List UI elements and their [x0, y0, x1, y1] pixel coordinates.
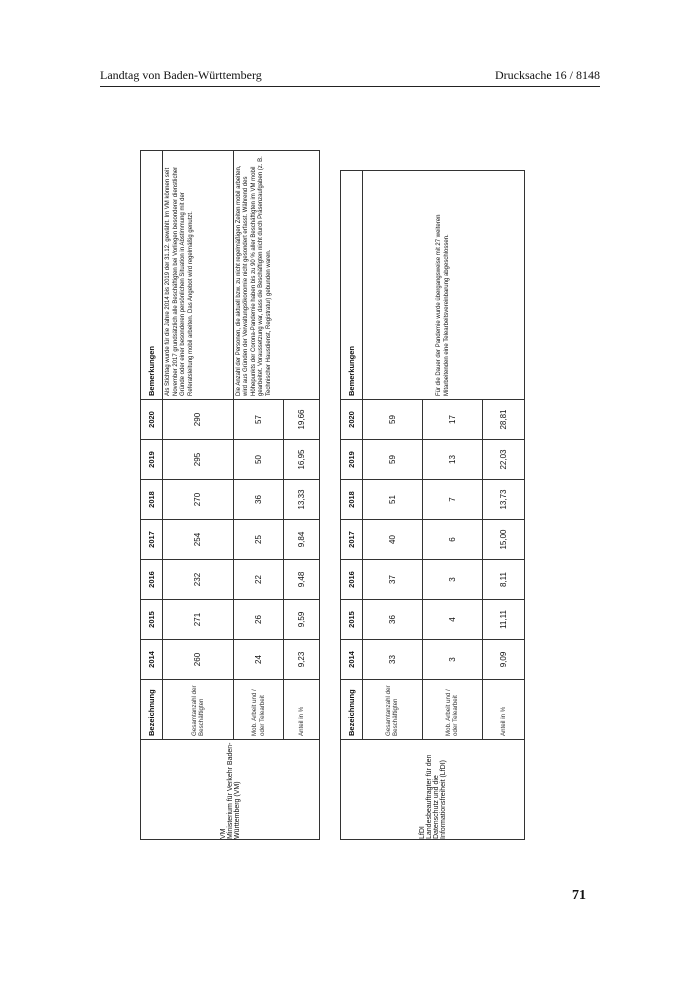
vm-col-2018: 2018 [141, 480, 163, 520]
vm-cell: 16,95 [284, 440, 320, 480]
vm-cell: 22 [233, 560, 283, 600]
vm-row-label: Anteil in % [284, 680, 320, 740]
lfdi-cell: 13,73 [482, 480, 524, 520]
vm-col-bezeichnung: Bezeichnung [141, 680, 163, 740]
lfdi-cell: 9,09 [482, 640, 524, 680]
header-left: Landtag von Baden-Württemberg [100, 68, 262, 82]
lfdi-col-2017: 2017 [341, 520, 363, 560]
header-right: Drucksache 16 / 8148 [495, 68, 600, 82]
lfdi-full-name: Landesbeauftragter für den Datenschutz und die Informationsfreiheit (LfDI) [425, 754, 447, 839]
vm-cell: 9,23 [284, 640, 320, 680]
lfdi-cell: 7 [422, 480, 482, 520]
lfdi-col-bezeichnung: Bezeichnung [341, 680, 363, 740]
vm-cell: 270 [163, 480, 234, 520]
vm-col-2015: 2015 [141, 600, 163, 640]
vm-cell: 25 [233, 520, 283, 560]
vm-cell: 254 [163, 520, 234, 560]
lfdi-row-label: Anteil in % [482, 680, 524, 740]
vm-col-2019: 2019 [141, 440, 163, 480]
lfdi-cell: 40 [363, 520, 423, 560]
vm-cell: 295 [163, 440, 234, 480]
lfdi-cell: 59 [363, 400, 423, 440]
vm-row-label: Gesamtanzahl der Beschäftigten [163, 680, 234, 740]
vm-cell: 232 [163, 560, 234, 600]
vm-table [140, 150, 320, 840]
lfdi-cell: 4 [422, 600, 482, 640]
lfdi-cell: 36 [363, 600, 423, 640]
vm-cell: 50 [233, 440, 283, 480]
lfdi-cell: 28,81 [482, 400, 524, 440]
lfdi-row-label: Mob. Arbeit und / oder Telearbeit [422, 680, 482, 740]
lfdi-cell: 15,00 [482, 520, 524, 560]
vm-cell: 271 [163, 600, 234, 640]
page-header [100, 68, 600, 87]
vm-agency-cell [141, 740, 320, 840]
lfdi-col-2015: 2015 [341, 600, 363, 640]
vm-abbr: VM [219, 828, 227, 839]
lfdi-cell: 59 [363, 440, 423, 480]
vm-col-2014: 2014 [141, 640, 163, 680]
lfdi-col-2014: 2014 [341, 640, 363, 680]
lfdi-cell: 37 [363, 560, 423, 600]
vm-cell: 260 [163, 640, 234, 680]
vm-remark-1: Als Stichtag wurde für die Jahre 2014 bis 2019 der 31.12. gewählt. Im VM können seit November 2017 grundsätzlich alle Beschäftigten bei Vorliegen besonderer dienstlicher Gründe oder einer besonderen persönlichen Situation in Abstimmung mit der Referatsleitung mobil arbeiten. Das Angebot wird regelmäßig genutzt. [163, 151, 234, 400]
vm-cell: 26 [233, 600, 283, 640]
lfdi-row-label: Gesamtanzahl der Beschäftigten [363, 680, 423, 740]
lfdi-col-2018: 2018 [341, 480, 363, 520]
lfdi-cell: 3 [422, 640, 482, 680]
lfdi-cell: 8,11 [482, 560, 524, 600]
lfdi-abbr: LfDI [418, 826, 426, 839]
vm-col-2020: 2020 [141, 400, 163, 440]
lfdi-cell: 17 [422, 400, 482, 440]
lfdi-table [340, 170, 525, 840]
vm-full-name: Ministerium für Verkehr Baden-Württemberg (VM) [226, 742, 241, 839]
vm-col-2016: 2016 [141, 560, 163, 600]
vm-cell: 9,84 [284, 520, 320, 560]
vm-col-2017: 2017 [141, 520, 163, 560]
lfdi-col-bemerkungen: Bemerkungen [341, 171, 363, 400]
lfdi-cell: 3 [422, 560, 482, 600]
vm-cell: 9,59 [284, 600, 320, 640]
vm-cell: 19,66 [284, 400, 320, 440]
vm-cell: 290 [163, 400, 234, 440]
vm-row-total [163, 151, 234, 840]
lfdi-cell: 51 [363, 480, 423, 520]
vm-cell: 57 [233, 400, 283, 440]
lfdi-cell: 6 [422, 520, 482, 560]
lfdi-cell: 22,03 [482, 440, 524, 480]
lfdi-col-2020: 2020 [341, 400, 363, 440]
vm-cell: 9,48 [284, 560, 320, 600]
lfdi-row-total [363, 171, 423, 840]
vm-row-label: Mob. Arbeit und / oder Telearbeit [233, 680, 283, 740]
lfdi-cell: 33 [363, 640, 423, 680]
vm-cell: 24 [233, 640, 283, 680]
vm-cell: 13,33 [284, 480, 320, 520]
lfdi-col-2016: 2016 [341, 560, 363, 600]
page-number: 71 [572, 888, 586, 903]
lfdi-remark: Für die Dauer der Pandemie wurde übergangsweise mit 27 weiteren Mitarbeitenden eine Telearbeitsvereinbarung abgeschlossen. [363, 171, 525, 400]
lfdi-col-2019: 2019 [341, 440, 363, 480]
lfdi-cell: 13 [422, 440, 482, 480]
vm-row-mobile [233, 151, 283, 840]
vm-remark-2: Die Anzahl der Personen, die aktuell bzw. zu nicht regelmäßigen Zeiten mobil arbeiten, wird aus Gründen der Verwaltungsökonomie nicht gesondert erfasst. Während des Höhepunkts der Corona-Pandemie haben bis zu 90 % aller Beschäftigten im VM mobil gearbeitet. Voraussetzung war, dass die Beschäftigten nicht durch Präsenzaufgaben (z. B. Technischer Hausdienst, Registratur) gebunden waren. [233, 151, 319, 400]
lfdi-agency-cell [341, 740, 525, 840]
vm-col-bemerkungen: Bemerkungen [141, 151, 163, 400]
vm-cell: 36 [233, 480, 283, 520]
lfdi-cell: 11,11 [482, 600, 524, 640]
